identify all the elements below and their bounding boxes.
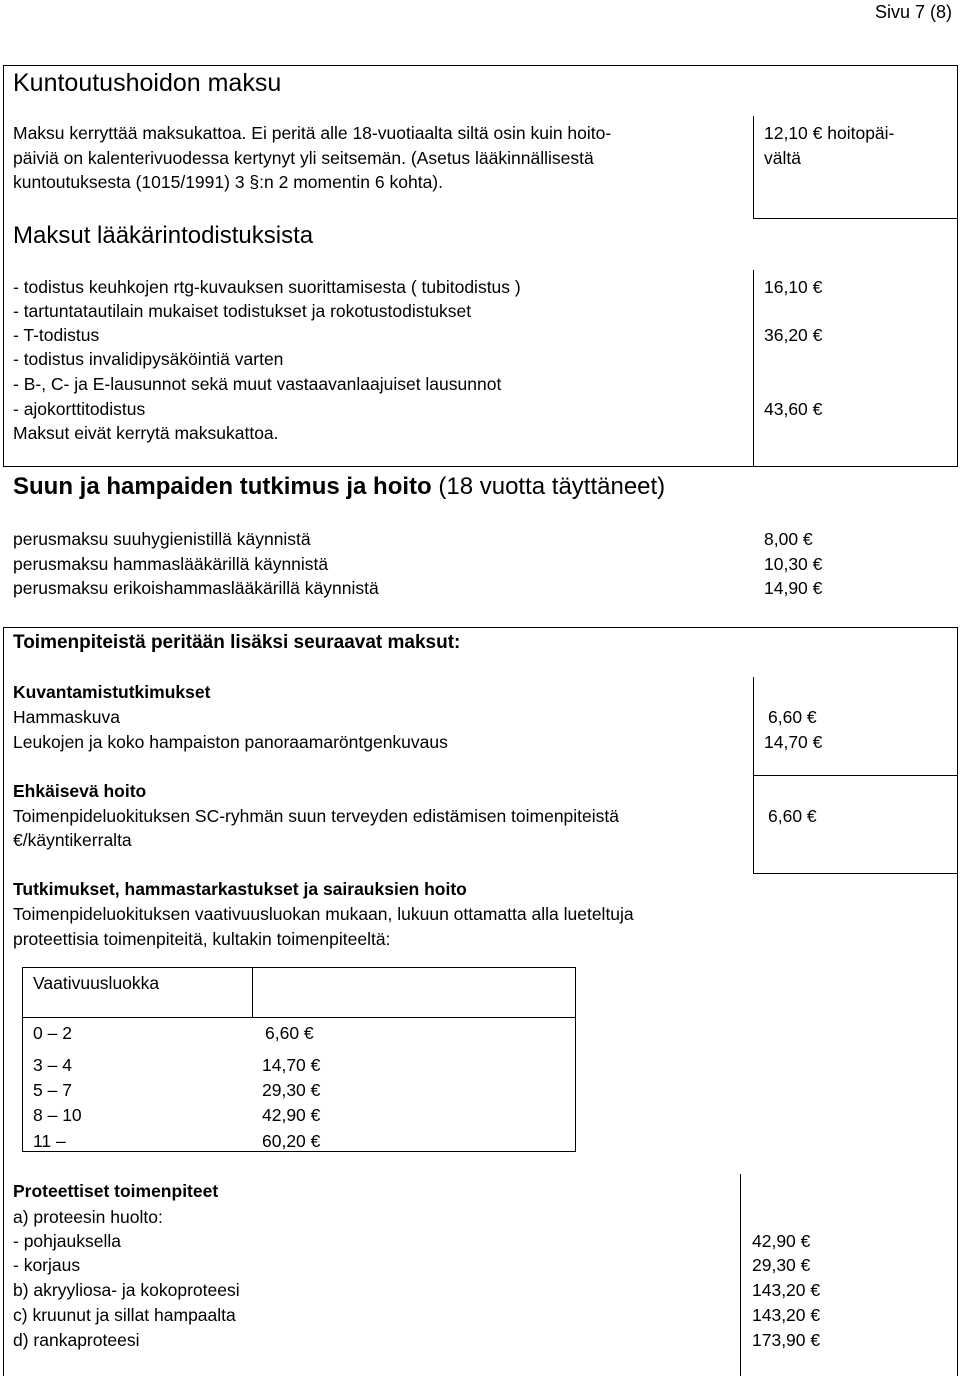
severity-class-price: 6,60 € xyxy=(265,1023,314,1043)
severity-class-label: 5 – 7 xyxy=(33,1080,72,1100)
divider xyxy=(740,1174,741,1376)
page-number: Sivu 7 (8) xyxy=(874,2,952,22)
certificate-line: - tartuntatautilain mukaiset todistukset ja rokotustodistukset xyxy=(13,301,472,321)
dental-row-price: 8,00 € xyxy=(764,529,813,549)
prosthetics-row-label: b) akryyliosa- ja kokoproteesi xyxy=(13,1280,240,1300)
severity-class-price: 42,90 € xyxy=(262,1105,321,1125)
severity-class-label: 3 – 4 xyxy=(33,1055,72,1075)
preventive-price: 6,60 € xyxy=(768,806,817,826)
dental-row-price: 14,90 € xyxy=(764,578,823,598)
prosthetics-row-price: 143,20 € xyxy=(752,1280,821,1300)
divider xyxy=(22,1017,576,1018)
dental-row-label: perusmaksu erikoishammaslääkärillä käynnistä xyxy=(13,578,379,598)
divider xyxy=(753,775,958,776)
prosthetics-row-price: 143,20 € xyxy=(752,1305,821,1325)
certificate-line: - todistus keuhkojen rtg-kuvauksen suorittamisesta ( tubitodistus ) xyxy=(13,277,521,297)
certificate-line: - ajokorttitodistus xyxy=(13,399,146,419)
treatment-text-line: Toimenpideluokituksen vaativuusluokan mukaan, lukuun ottamatta alla lueteltuja xyxy=(13,904,634,924)
preventive-heading: Ehkäisevä hoito xyxy=(13,781,147,801)
prosthetics-row-label: a) proteesin huolto: xyxy=(13,1207,163,1227)
certificate-price: 43,60 € xyxy=(764,399,823,419)
preventive-text-line: €/käyntikerralta xyxy=(13,830,132,850)
prosthetics-row-price: 42,90 € xyxy=(752,1231,811,1251)
imaging-heading: Kuvantamistutkimukset xyxy=(13,682,211,702)
dental-row-label: perusmaksu suuhygienistillä käynnistä xyxy=(13,529,311,549)
divider xyxy=(753,775,754,873)
prosthetics-row-price: 173,90 € xyxy=(752,1330,821,1350)
rehab-price: 12,10 € hoitopäi- xyxy=(764,123,895,143)
prosthetics-row-label: c) kruunut ja sillat hampaalta xyxy=(13,1305,236,1325)
treatment-heading: Tutkimukset, hammastarkastukset ja sairauksien hoito xyxy=(13,879,467,899)
treatment-text-line: proteettisia toimenpiteitä, kultakin toimenpiteeltä: xyxy=(13,929,391,949)
rehab-price: vältä xyxy=(764,148,801,168)
imaging-row-price: 6,60 € xyxy=(768,707,817,727)
certificate-line: Maksut eivät kerrytä maksukattoa. xyxy=(13,423,279,443)
prosthetics-heading: Proteettiset toimenpiteet xyxy=(13,1181,219,1201)
severity-class-label: 8 – 10 xyxy=(33,1105,82,1125)
divider xyxy=(753,218,958,219)
imaging-row-label: Hammaskuva xyxy=(13,707,120,727)
rehab-text-line: kuntoutuksesta (1015/1991) 3 §:n 2 momentin 6 kohta). xyxy=(13,172,443,192)
certificate-line: - todistus invalidipysäköintiä varten xyxy=(13,349,284,369)
prosthetics-row-label: - pohjauksella xyxy=(13,1231,121,1251)
procedures-title: Toimenpiteistä peritään lisäksi seuraavat maksut: xyxy=(13,632,461,653)
certificate-price: 16,10 € xyxy=(764,277,823,297)
prosthetics-row-label: - korjaus xyxy=(13,1255,81,1275)
prosthetics-row-label: d) rankaproteesi xyxy=(13,1330,140,1350)
severity-class-price: 29,30 € xyxy=(262,1080,321,1100)
divider xyxy=(753,677,754,775)
severity-class-label: 11 – xyxy=(33,1131,66,1151)
prosthetics-row-price: 29,30 € xyxy=(752,1255,811,1275)
certificate-line: - T-todistus xyxy=(13,325,100,345)
certificates-title: Maksut lääkärintodistuksista xyxy=(13,222,314,249)
rehab-text-line: päiviä on kalenterivuodessa kertynyt yli seitsemän. (Asetus lääkinnällisestä xyxy=(13,148,594,168)
divider xyxy=(753,873,958,874)
severity-class-header: Vaativuusluokka xyxy=(33,973,160,993)
dental-title-bold: Suun ja hampaiden tutkimus ja hoito xyxy=(13,473,432,500)
preventive-text-line: Toimenpideluokituksen SC-ryhmän suun terveyden edistämisen toimenpiteistä xyxy=(13,806,620,826)
severity-class-label: 0 – 2 xyxy=(33,1023,72,1043)
divider xyxy=(252,967,253,1017)
dental-title-rest: (18 vuotta täyttäneet) xyxy=(431,473,666,500)
severity-class-price: 60,20 € xyxy=(262,1131,321,1151)
severity-class-price: 14,70 € xyxy=(262,1055,321,1075)
imaging-row-label: Leukojen ja koko hampaiston panoraamaröntgenkuvaus xyxy=(13,732,448,752)
certificate-line: - B-, C- ja E-lausunnot sekä muut vastaavanlaajuiset lausunnot xyxy=(13,374,502,394)
divider xyxy=(753,270,754,467)
rehab-title: Kuntoutushoidon maksu xyxy=(13,69,282,97)
dental-row-price: 10,30 € xyxy=(764,554,823,574)
dental-title xyxy=(13,472,665,502)
dental-row-label: perusmaksu hammaslääkärillä käynnistä xyxy=(13,554,329,574)
certificate-price: 36,20 € xyxy=(764,325,823,345)
divider xyxy=(753,116,754,218)
rehab-text-line: Maksu kerryttää maksukattoa. Ei peritä alle 18-vuotiaalta siltä osin kuin hoito- xyxy=(13,123,612,143)
imaging-row-price: 14,70 € xyxy=(764,732,823,752)
